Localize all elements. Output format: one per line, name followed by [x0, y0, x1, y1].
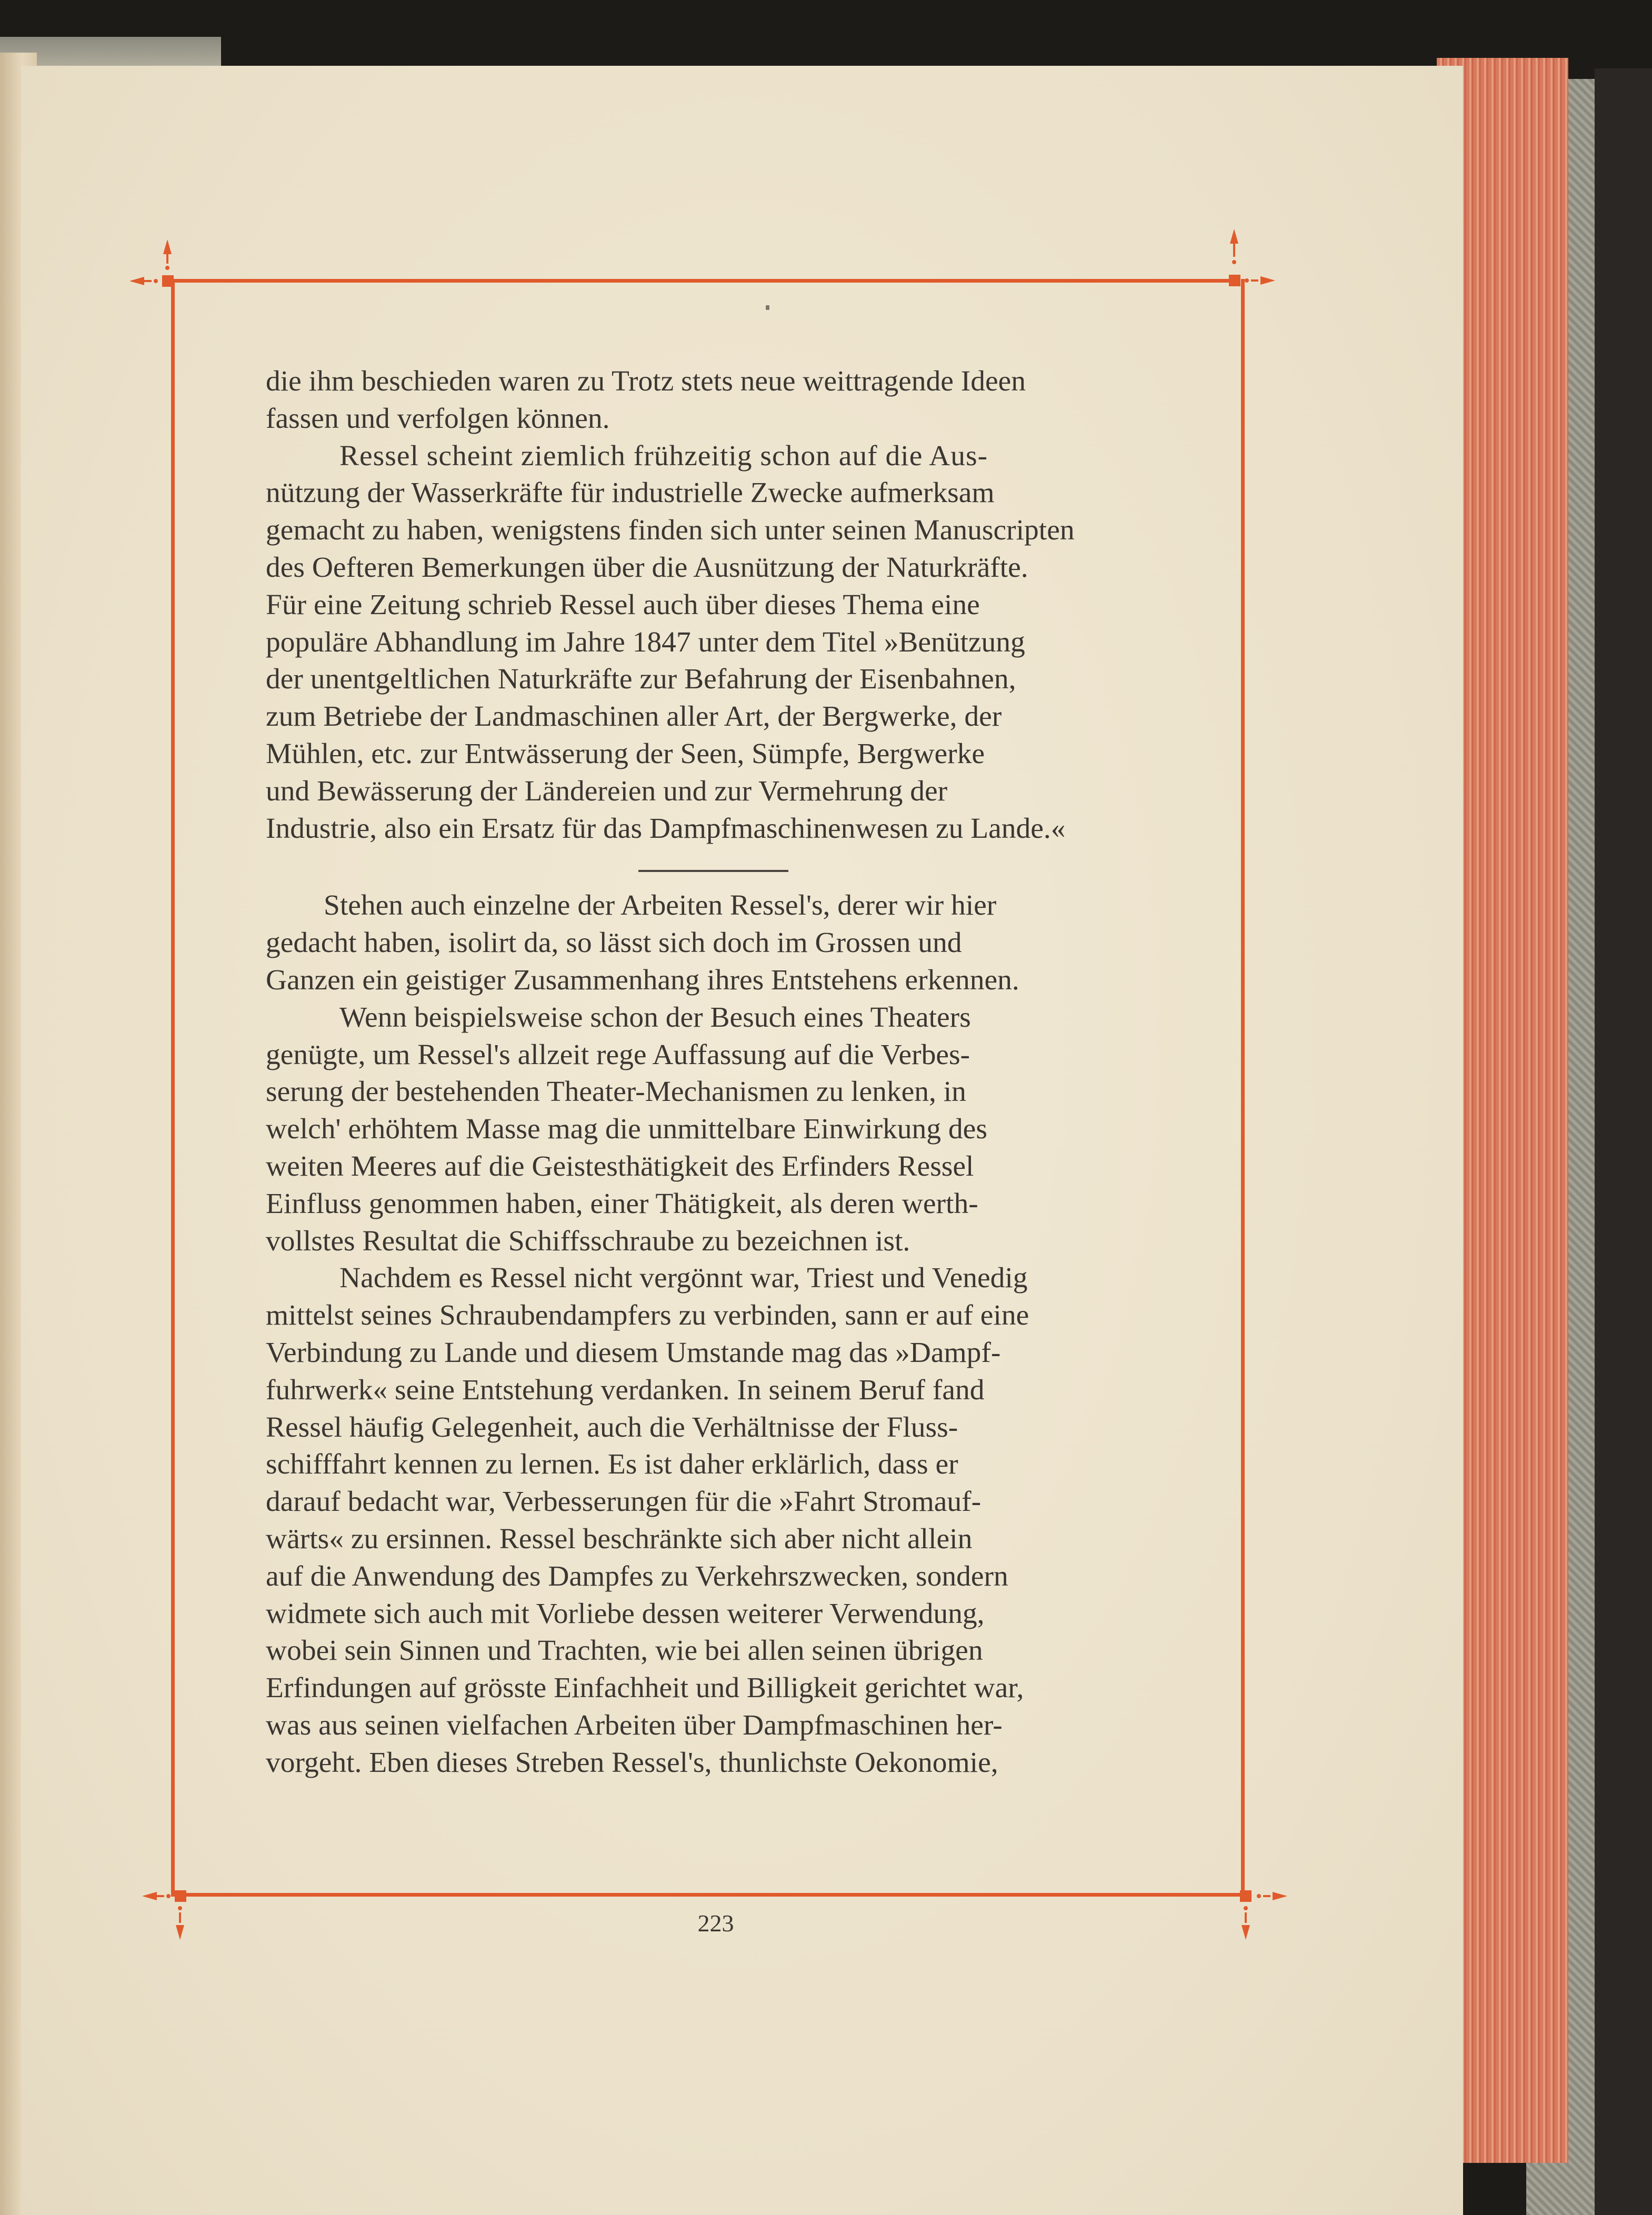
frame-bottom-rule: [182, 1893, 1245, 1897]
text-line: Ressel scheint ziemlich frühzeitig schon auf die Aus-: [339, 439, 988, 472]
body-text: [266, 363, 1160, 1781]
text-line: was aus seinen vielfachen Arbeiten über Dampfmaschinen her-: [266, 1709, 1003, 1741]
paragraph: [266, 999, 1160, 1260]
text-line: mittelst seines Schraubendampfers zu verbinden, sann er auf eine: [266, 1299, 1029, 1332]
text-line: der unentgeltlichen Naturkräfte zur Befahrung der Eisenbahnen,: [266, 663, 1016, 696]
corner-ornament-icon: [125, 234, 183, 313]
ink-speck: [766, 305, 769, 310]
paragraph: [266, 1260, 1160, 1781]
page-number: 223: [697, 1910, 734, 1937]
paragraph: [266, 887, 1160, 999]
text-line: des Oefteren Bemerkungen über die Ausnützung der Naturkräfte.: [266, 551, 1028, 584]
text-line: und Bewässerung der Ländereien und zur Vermehrung der: [266, 775, 948, 807]
text-line: vorgeht. Eben dieses Streben Ressel's, thunlichste Oekonomie,: [266, 1746, 998, 1779]
text-line: vollstes Resultat die Schiffsschraube zu bezeichnen ist.: [266, 1225, 910, 1257]
paragraph: [266, 438, 1160, 848]
text-line: auf die Anwendung des Dampfes zu Verkehrszwecken, sondern: [266, 1560, 1008, 1592]
corner-ornament-icon: [138, 1878, 196, 1946]
text-line: Einfluss genommen haben, einer Thätigkeit, als deren werth-: [266, 1187, 978, 1220]
text-line: weiten Meeres auf die Geistesthätigkeit des Erfinders Ressel: [266, 1150, 974, 1182]
text-line: genügte, um Ressel's allzeit rege Auffassung auf die Verbes-: [266, 1038, 970, 1071]
text-line: Industrie, also ein Ersatz für das Dampfmaschinenwesen zu Lande.«: [266, 812, 1066, 845]
text-line: serung der bestehenden Theater-Mechanismen zu lenken, in: [266, 1076, 966, 1108]
frame-left-rule: [171, 279, 175, 1897]
arrow-ornament-icon: [1213, 226, 1281, 305]
text-line: Mühlen, etc. zur Entwässerung der Seen, Sümpfe, Bergwerke: [266, 737, 985, 770]
corner-ornament-icon: [1226, 1878, 1295, 1946]
text-line: Verbindung zu Lande und diesem Umstande mag das »Dampf-: [266, 1336, 1001, 1369]
section-separator: [638, 870, 788, 872]
text-line: darauf bedacht war, Verbesserungen für die »Fahrt Stromauf-: [266, 1486, 982, 1518]
text-line: Wenn beispielsweise schon der Besuch eines Theaters: [339, 1001, 971, 1034]
text-line: Ganzen ein geistiger Zusammenhang ihres Entstehens erkennen.: [266, 964, 1019, 996]
book-cover-edge: [1595, 68, 1652, 2215]
text-line: schifffahrt kennen zu lernen. Es ist daher erklärlich, dass er: [266, 1448, 958, 1481]
text-line: fuhrwerk« seine Entstehung verdanken. In seinem Beruf fand: [266, 1374, 985, 1406]
text-line: die ihm beschieden waren zu Trotz stets neue weittragende Ideen: [266, 365, 1026, 397]
text-line: nützung der Wasserkräfte für industrielle Zwecke aufmerksam: [266, 477, 995, 509]
text-line: fassen und verfolgen können.: [266, 402, 610, 435]
text-line: populäre Abhandlung im Jahre 1847 unter dem Titel »Benützung: [266, 626, 1025, 658]
text-line: widmete sich auch mit Vorliebe dessen weiterer Verwendung,: [266, 1597, 985, 1630]
arrow-ornament-icon: [1226, 1878, 1295, 1946]
text-line: welch' erhöhtem Masse mag die unmittelbare Einwirkung des: [266, 1113, 987, 1146]
arrow-ornament-icon: [138, 1878, 196, 1946]
frame-right-rule: [1241, 279, 1245, 1897]
paragraph: [266, 363, 1160, 438]
text-line: Für eine Zeitung schrieb Ressel auch über dieses Thema eine: [266, 588, 980, 621]
text-line: Erfindungen auf grösste Einfachheit und Billigkeit gerichtet war,: [266, 1672, 1024, 1705]
arrow-ornament-icon: [125, 234, 183, 313]
text-line: zum Betriebe der Landmaschinen aller Art, der Bergwerke, der: [266, 700, 1002, 733]
text-line: wärts« zu ersinnen. Ressel beschränkte sich aber nicht allein: [266, 1522, 973, 1555]
text-line: Stehen auch einzelne der Arbeiten Ressel's, derer wir hier: [324, 889, 997, 922]
text-line: gedacht haben, isolirt da, so lässt sich doch im Grossen und: [266, 927, 962, 959]
text-line: gemacht zu haben, wenigstens finden sich unter seinen Manuscripten: [266, 514, 1075, 547]
text-line: Nachdem es Ressel nicht vergönnt war, Triest und Venedig: [339, 1262, 1028, 1295]
text-line: Ressel häufig Gelegenheit, auch die Verhältnisse der Fluss-: [266, 1411, 958, 1444]
frame-top-rule: [171, 279, 1234, 283]
text-line: wobei sein Sinnen und Trachten, wie bei allen seinen übrigen: [266, 1635, 983, 1667]
corner-ornament-icon: [1213, 226, 1281, 305]
